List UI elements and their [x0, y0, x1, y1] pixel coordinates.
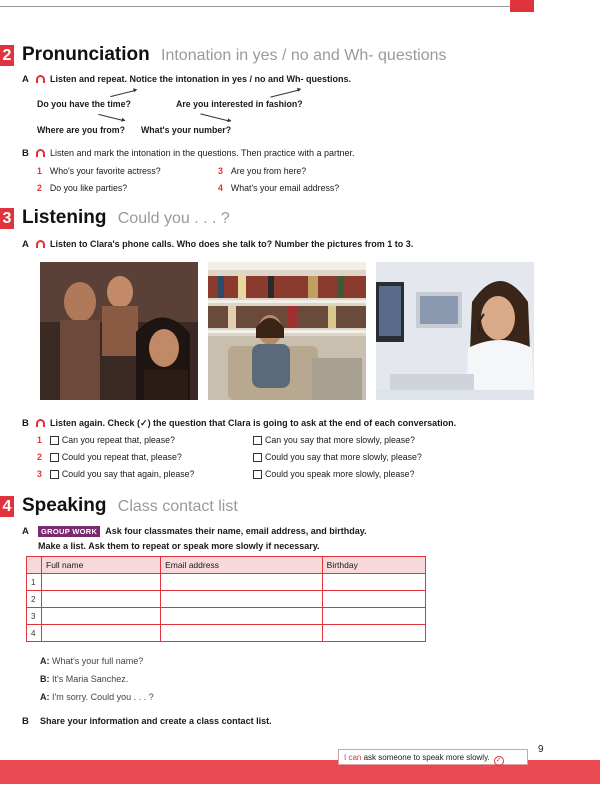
table-header-row [27, 557, 426, 574]
speaking-b-instruction: Share your information and create a class contact list. [40, 716, 272, 726]
top-tab [510, 0, 534, 12]
checkbox[interactable] [253, 436, 262, 445]
rising-intonation-arrow [270, 89, 299, 97]
speaking-a-instruction: GROUP WORK Ask four classmates their name, email address, and birthday. [38, 526, 367, 537]
table-cell[interactable] [322, 608, 425, 625]
table-cell[interactable] [42, 591, 161, 608]
table-cell[interactable] [322, 591, 425, 608]
list-item: 3 Are you from here? [218, 166, 307, 176]
table-row: 2 [27, 591, 426, 608]
i-can-statement: I can ask someone to speak more slowly. ✓ [338, 749, 528, 765]
table-row: 3 [27, 608, 426, 625]
listening-a-instruction: Listen to Clara's phone calls. Who does she talk to? Number the pictures from 1 to 3. [36, 239, 413, 249]
exercise-letter-b: B [22, 148, 29, 159]
section-title: Speaking [22, 495, 107, 516]
table-cell[interactable] [161, 608, 323, 625]
top-rule [0, 6, 520, 7]
rising-intonation-arrow [110, 90, 135, 97]
section-number-4: 4 [0, 496, 14, 517]
headphones-icon [36, 75, 45, 83]
section-number-3: 3 [0, 208, 14, 229]
table-cell[interactable] [42, 608, 161, 625]
exercise-letter-a: A [22, 239, 29, 250]
table-cell[interactable] [322, 625, 425, 642]
section-subtitle: Could you . . . ? [117, 210, 230, 227]
checkbox[interactable] [50, 436, 59, 445]
photo-clara-friends [40, 262, 198, 400]
column-header: Birthday [322, 557, 425, 574]
table-cell[interactable] [161, 574, 323, 591]
photo-clara-library [208, 262, 366, 400]
checkbox[interactable] [253, 453, 262, 462]
checkbox[interactable] [50, 453, 59, 462]
column-header: Email address [161, 557, 323, 574]
pronunciation-b-instruction: Listen and mark the intonation in the questions. Then practice with a partner. [36, 148, 355, 158]
check-circle-icon: ✓ [494, 756, 504, 766]
dialog-line: A: I'm sorry. Could you . . . ? [40, 692, 154, 702]
falling-intonation-arrow [200, 113, 229, 121]
exercise-letter-a: A [22, 526, 29, 537]
column-header: Full name [42, 557, 161, 574]
contact-table [26, 556, 426, 642]
list-item: 4 What's your email address? [218, 183, 340, 193]
section-number-2: 2 [0, 45, 14, 66]
check-row: Could you say that more slowly, please? [253, 452, 422, 462]
table-row: 4 [27, 625, 426, 642]
headphones-icon [36, 419, 45, 427]
check-row: 3 Could you say that again, please? [37, 469, 195, 479]
headphones-icon [36, 240, 45, 248]
dialog-line: B: It's Maria Sanchez. [40, 674, 129, 684]
speaking-a-instruction-2: Make a list. Ask them to repeat or speak more slowly if necessary. [38, 541, 320, 551]
checkbox[interactable] [50, 470, 59, 479]
list-item: 1 Who's your favorite actress? [37, 166, 161, 176]
table-cell[interactable] [42, 574, 161, 591]
question: Do you have the time? [37, 99, 131, 109]
group-work-badge: GROUP WORK [38, 526, 100, 537]
section-subtitle: Intonation in yes / no and Wh- questions [161, 47, 447, 64]
section-title-pronunciation [22, 44, 447, 66]
table-cell[interactable] [161, 591, 323, 608]
question: What's your number? [141, 125, 232, 135]
table-cell[interactable] [42, 625, 161, 642]
page-number: 9 [538, 744, 544, 755]
headphones-icon [36, 149, 45, 157]
check-row: 2 Could you repeat that, please? [37, 452, 182, 462]
exercise-letter-b: B [22, 716, 29, 727]
exercise-letter-a: A [22, 74, 29, 85]
dialog-line: A: What's your full name? [40, 656, 144, 666]
section-title: Listening [22, 207, 107, 228]
exercise-letter-b: B [22, 418, 29, 429]
question: Where are you from? [37, 125, 125, 135]
section-title-listening [22, 207, 230, 229]
listening-b-instruction: Listen again. Check (✓) the question that Clara is going to ask at the end of each conversation. [36, 418, 456, 429]
check-row: Can you say that more slowly, please? [253, 435, 415, 445]
section-subtitle: Class contact list [117, 498, 238, 515]
checkbox[interactable] [253, 470, 262, 479]
table-cell[interactable] [322, 574, 425, 591]
question: Are you interested in fashion? [176, 99, 303, 109]
table-cell[interactable] [161, 625, 323, 642]
section-title: Pronunciation [22, 44, 150, 65]
photo-clara-office [376, 262, 534, 400]
falling-intonation-arrow [98, 114, 123, 121]
table-row: 1 [27, 574, 426, 591]
pronunciation-a-instruction: Listen and repeat. Notice the intonation in yes / no and Wh- questions. [36, 74, 351, 84]
check-row: 1 Can you repeat that, please? [37, 435, 175, 445]
list-item: 2 Do you like parties? [37, 183, 128, 193]
check-row: Could you speak more slowly, please? [253, 469, 414, 479]
section-title-speaking [22, 495, 238, 517]
